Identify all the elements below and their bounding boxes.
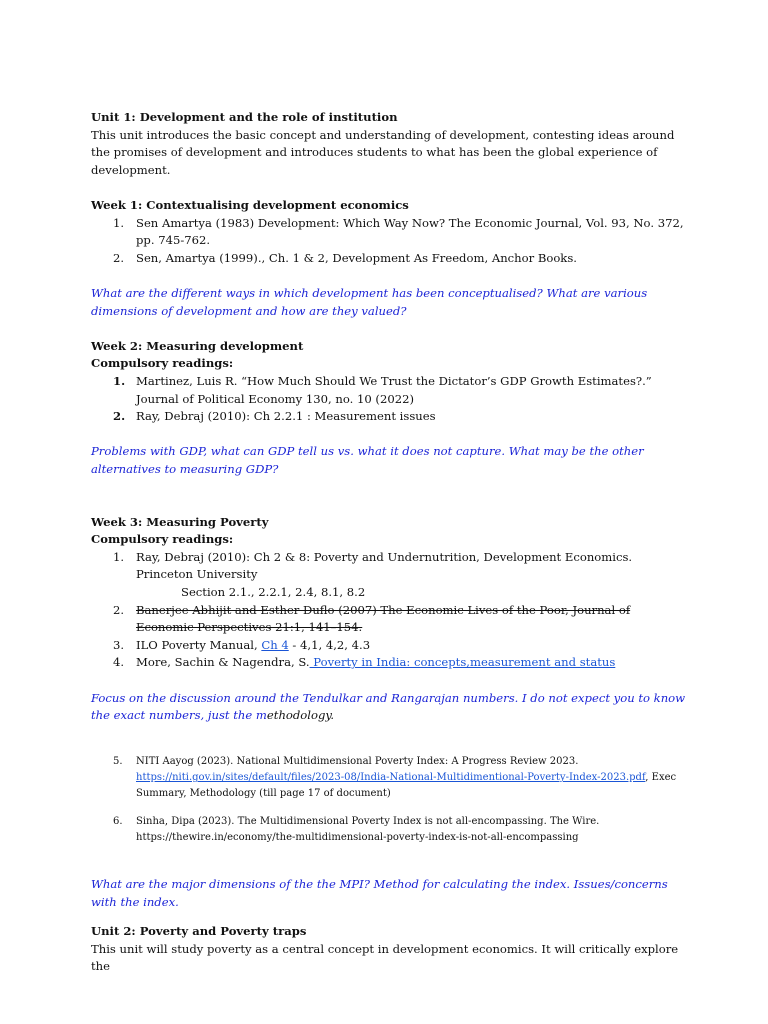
wire-url: https://thewire.in/economy/the-multidimensional-poverty-index-is-not-all-encompassing: [136, 832, 579, 844]
list-item: 2. Ray, Debraj (2010): Ch 2.2.1 : Measurement issues: [113, 409, 436, 424]
list-item: 4. More, Sachin & Nagendra, S. Poverty in India: concepts,measurement and status: [113, 655, 616, 670]
week3-title: Week 3: Measuring Poverty: [91, 514, 269, 529]
list-item: 1. Martinez, Luis R. “How Much Should We Trust the Dictator’s GDP Growth Estimates?.” Journal of Political Economy 130, no. 10 (2022): [113, 373, 652, 406]
week1-title: Week 1: Contextualising development economics: [91, 197, 409, 212]
list-item: 3. ILO Poverty Manual, Ch 4 - 4,1, 4,2, 4.3: [113, 637, 371, 652]
week3-extra-readings-cont: [91, 814, 691, 846]
unit1-intro: This unit introduces the basic concept and understanding of development, contesting ideas around the promises of development and introduces students to what has been the global experience of development.: [91, 127, 675, 177]
week3-readings-cont: [91, 602, 691, 672]
document-page: [91, 109, 691, 976]
unit2-intro: This unit will study poverty as a central concept in development economics. It will critically explore the: [91, 941, 679, 974]
week3-question: Focus on the discussion around the Tendulkar and Rangarajan numbers. I do not expect you to know the exact numbers, just the methodology.: [91, 690, 686, 723]
poverty-in-india-link[interactable]: Poverty in India: concepts,measurement and status: [309, 655, 616, 670]
week3-section-ref: Section 2.1., 2.2.1, 2.4, 8.1, 8.2: [181, 585, 366, 600]
list-item-struck: 2. Banerjee Abhijit and Esther Duflo (2007) The Economic Lives of the Poor, Journal of Economic Perspectives 21:1, 141–154.: [113, 602, 631, 635]
week1-question: What are the different ways in which development has been conceptualised? What are various dimensions of development and how are they valued?: [91, 285, 648, 318]
list-item: 5. NITI Aayog (2023). National Multidimensional Poverty Index: A Progress Review 2023. https://niti.gov.in/sites/default/files/2023-08/India-National-Multidimentional-Poverty-Index-2023.pdf, Exec Summary, Methodology (till page 17 of document): [113, 756, 677, 800]
week2-title: Week 2: Measuring development: [91, 338, 304, 353]
week1-readings: [91, 215, 691, 268]
unit2-title: Unit 2: Poverty and Poverty traps: [91, 924, 307, 939]
week2-readings: [91, 373, 691, 426]
week3-compulsory-label: Compulsory readings:: [91, 532, 234, 547]
week3-extra-readings: [91, 754, 691, 802]
list-item: 6. Sinha, Dipa (2023). The Multidimensional Poverty Index is not all-encompassing. The Wire. https://thewire.in/economy/the-multidimensional-poverty-index-is-not-all-encompassing: [113, 816, 600, 844]
ch4-link[interactable]: Ch 4: [261, 637, 289, 652]
unit1-title: Unit 1: Development and the role of institution: [91, 110, 398, 124]
week3-question-2: What are the major dimensions of the the MPI? Method for calculating the index. Issues/concerns with the index.: [91, 876, 668, 909]
week2-compulsory-label: Compulsory readings:: [91, 356, 234, 371]
list-item: 2. Sen, Amartya (1999)., Ch. 1 & 2, Development As Freedom, Anchor Books.: [113, 250, 577, 265]
niti-aayog-link[interactable]: https://niti.gov.in/sites/default/files/2023-08/India-National-Multidimentional-Poverty-Index-2023.pdf: [136, 772, 646, 784]
week3-readings: [91, 549, 691, 584]
list-item: 1. Sen Amartya (1983) Development: Which Way Now? The Economic Journal, Vol. 93, No. 372, pp. 745-762.: [113, 215, 684, 248]
list-item: 1. Ray, Debraj (2010): Ch 2 & 8: Poverty and Undernutrition, Development Economics. Princeton University: [113, 549, 633, 582]
week2-question: Problems with GDP, what can GDP tell us vs. what it does not capture. What may be the other alternatives to measuring GDP?: [91, 444, 644, 476]
